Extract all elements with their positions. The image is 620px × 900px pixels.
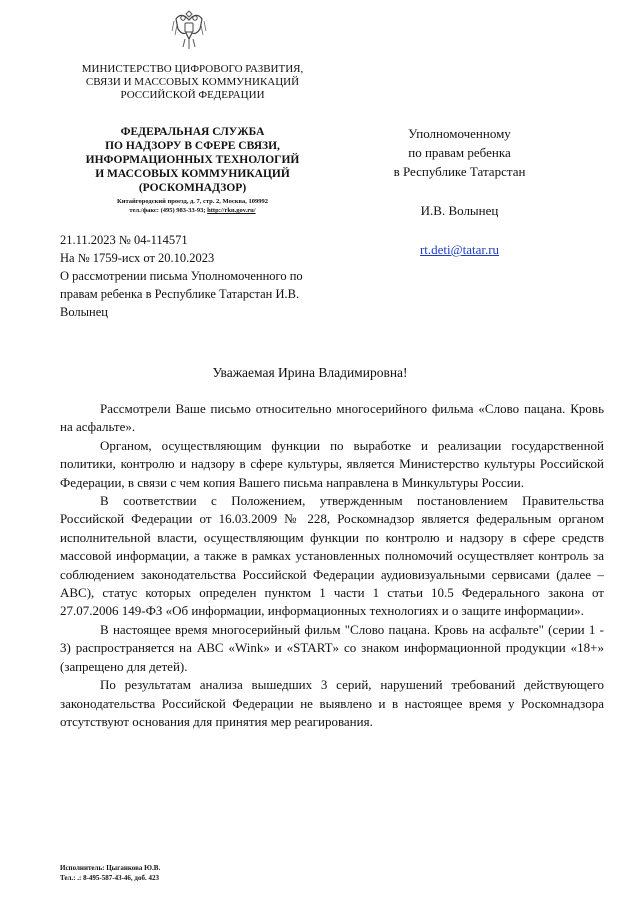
service-line: (РОСКОМНАДЗОР) [138, 182, 247, 194]
ministry-line: МИНИСТЕРСТВО ЦИФРОВОГО РАЗВИТИЯ, [81, 63, 304, 75]
executor-name: Исполнитель: Цыганкова Ю.В. [60, 864, 161, 872]
recipient-email-link[interactable]: rt.deti@tatar.ru [419, 242, 500, 257]
executor-info [60, 863, 160, 883]
letter-reference: На № 1759-исх от 20.10.2023 [60, 251, 215, 265]
body-paragraph: В настоящее время многосерийный фильм "Слово пацана. Кровь на асфальте" (серии 1 - 3) распространяется на АВС «Wink» и «START» со знаком информационной продукции «18+» (запрещено для детей). [60, 621, 604, 674]
recipient-line: в Республике Татарстан [393, 164, 526, 179]
letter-date-number: 21.11.2023 № 04-114571 [60, 233, 188, 247]
service-name [60, 125, 325, 195]
letter-meta [60, 231, 330, 321]
service-line: ПО НАДЗОРУ В СФЕРЕ СВЯЗИ, [105, 140, 280, 152]
greeting: Уважаемая Ирина Владимировна! [212, 365, 408, 380]
recipient-block [352, 124, 567, 259]
executor-phone: Тел.: .: 8-495-587-43-46, доб. 423 [60, 874, 159, 882]
body-paragraph: В соответствии с Положением, утвержденным постановлением Правительства Российской Федерации от 16.03.2009 № 228, Роскомнадзор является федеральным органом исполнительной власти, осуществляющим функции по контролю и надзору в сфере средств массовой информации, а также в рамках установленных полномочий осуществляет контроль за соблюдением законодательства Российской Федерации аудиовизуальными сервисами (далее – АВС), статус которых определен пунктом 1 части 1 статьи 10.5 Федерального закона от 27.07.2006 149-ФЗ «Об информации, информационных технологиях и о защите информации». [60, 493, 604, 619]
letter-subject: О рассмотрении письма Уполномоченного по правам ребенка в Республике Татарстан И.В. Волынец [60, 269, 303, 319]
ministry-name [60, 63, 325, 102]
recipient-line: по правам ребенка [408, 145, 511, 160]
body-paragraph: По результатам анализа вышедших 3 серий, нарушений требований действующего законодательства Российской Федерации не выявлено и в настоящее время у Роскомнадзора отсутствуют основания для принятия мер реагирования. [60, 677, 604, 729]
recipient-name: И.В. Волынец [420, 203, 499, 218]
sender-website-link[interactable]: http://rkn.gov.ru/ [207, 207, 256, 214]
sender-contacts [60, 197, 325, 215]
service-line: И МАССОВЫХ КОММУНИКАЦИЙ [95, 168, 290, 180]
recipient-line: Уполномоченному [408, 126, 511, 141]
coat-of-arms-emblem [170, 5, 208, 53]
sender-address: Китайгородский проезд, д. 7, стр. 2, Москва, 109992 [116, 198, 268, 205]
sender-phone: тел./факс: (495) 983-33-93; [129, 207, 206, 214]
ministry-line: РОССИЙСКОЙ ФЕДЕРАЦИИ [120, 89, 265, 101]
service-line: ФЕДЕРАЛЬНАЯ СЛУЖБА [120, 126, 265, 138]
letter-body [60, 400, 604, 731]
service-line: ИНФОРМАЦИОННЫХ ТЕХНОЛОГИЙ [85, 154, 300, 166]
body-paragraph: Рассмотрели Ваше письмо относительно многосерийного фильма «Слово пацана. Кровь на асфальте». [60, 401, 604, 435]
body-paragraph: Органом, осуществляющим функции по выработке и реализации государственной политики, контролю и надзору в сфере культуры, является Министерство культуры Российской Федерации, в связи с чем копия Вашего письма направлена в Минкультуры России. [60, 437, 604, 490]
ministry-line: СВЯЗИ И МАССОВЫХ КОММУНИКАЦИЙ [85, 76, 300, 88]
